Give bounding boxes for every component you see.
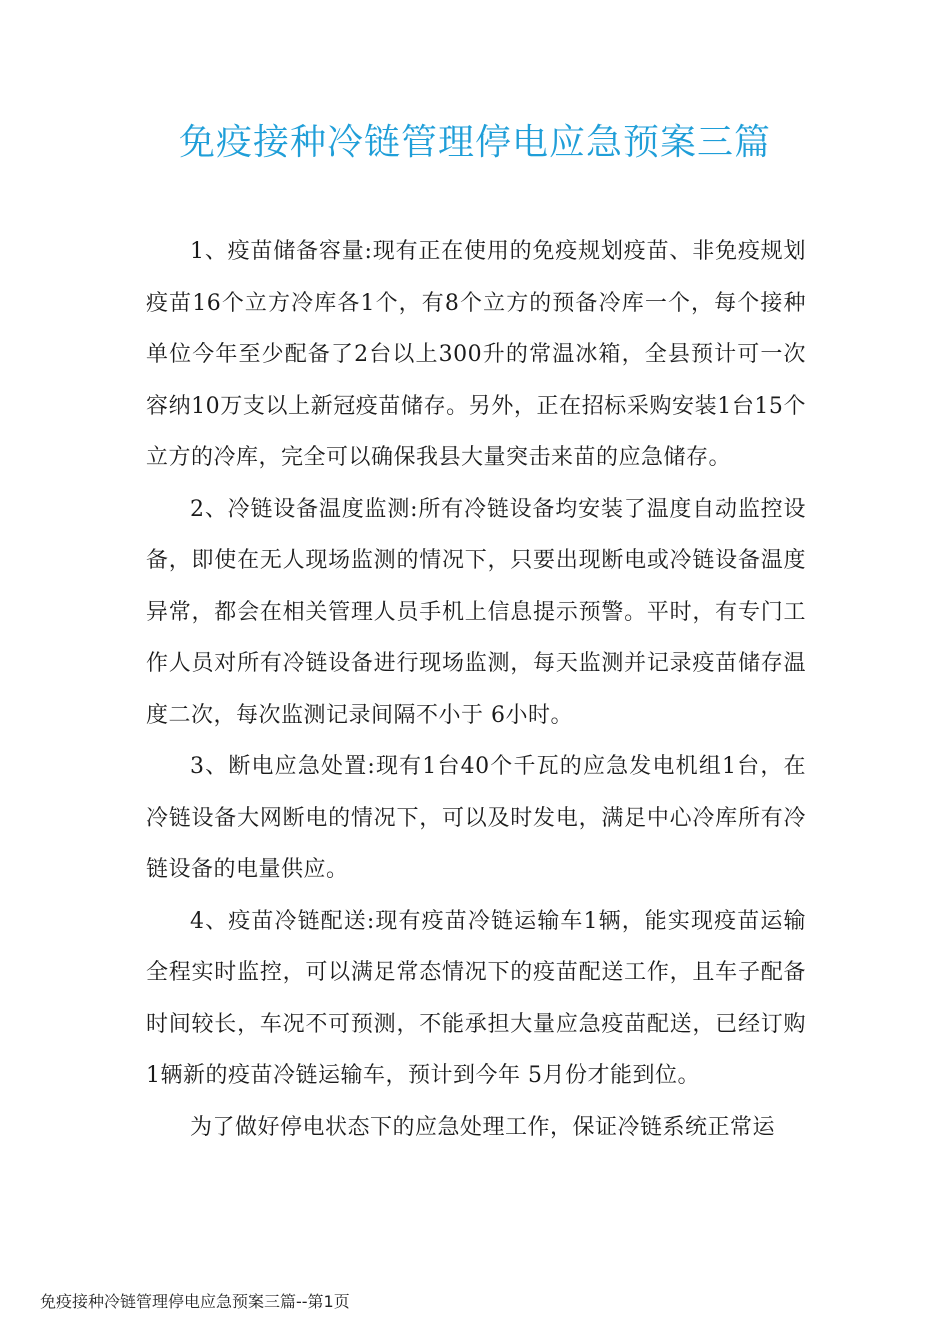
page-footer: 免疫接种冷链管理停电应急预案三篇--第1页 bbox=[40, 1292, 350, 1311]
paragraph-power-outage-handling: 3、断电应急处置:现有1台40个千瓦的应急发电机组1台，在冷链设备大网断电的情况下，可以及时发电，满足中心冷库所有冷链设备的电量供应。 bbox=[146, 754, 806, 882]
paragraph-continuation: 为了做好停电状态下的应急处理工作，保证冷链系统正常运 bbox=[190, 1114, 776, 1140]
page-title: 免疫接种冷链管理停电应急预案三篇 bbox=[178, 122, 771, 163]
paragraph-temperature-monitoring: 2、冷链设备温度监测:所有冷链设备均安装了温度自动监控设备，即使在无人现场监测的情况下，只要出现断电或冷链设备温度异常，都会在相关管理人员手机上信息提示预警。平时，有专门工作人员对所有冷链设备进行现场监测，每天监测并记录疫苗储存温度二次，每次监测记录间隔不小于 6小时。 bbox=[146, 496, 806, 728]
document-body bbox=[146, 226, 806, 1153]
paragraph-cold-chain-delivery: 4、疫苗冷链配送:现有疫苗冷链运输车1辆，能实现疫苗运输全程实时监控，可以满足常态情况下的疫苗配送工作，且车子配备时间较长，车况不可预测，不能承担大量应急疫苗配送，已经订购1辆新的疫苗冷链运输车，预计到今年 5月份才能到位。 bbox=[146, 908, 806, 1088]
paragraph-vaccine-storage: 1、疫苗储备容量:现有正在使用的免疫规划疫苗、非免疫规划疫苗16个立方冷库各1个，有8个立方的预备冷库一个，每个接种单位今年至少配备了2台以上300升的常温冰箱，全县预计可一次容纳10万支以上新冠疫苗储存。另外，正在招标采购安装1台15个立方的冷库，完全可以确保我县大量突击来苗的应急储存。 bbox=[146, 239, 806, 470]
